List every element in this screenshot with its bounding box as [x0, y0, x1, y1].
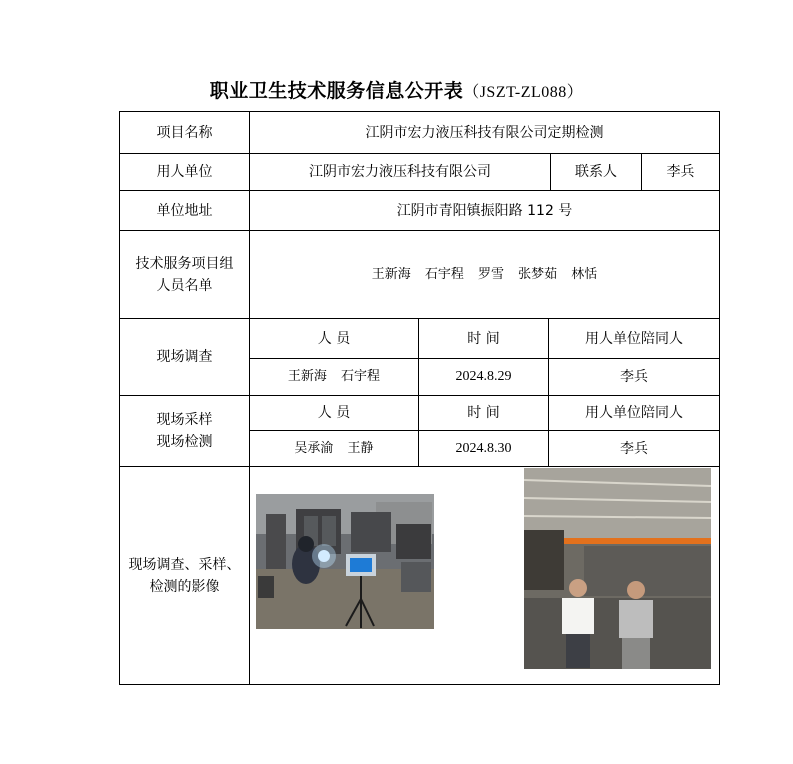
survey-companion: 李兵 — [620, 369, 648, 385]
sampling-companion: 李兵 — [620, 440, 648, 457]
employer-value: 江阴市宏力液压科技有限公司 — [309, 164, 491, 180]
sampling-col-companion: 用人单位陪同人 — [585, 405, 683, 421]
survey-time: 2024.8.29 — [455, 369, 512, 384]
address-label: 单位地址 — [156, 202, 213, 219]
survey-people: 王新海 石宇程 — [287, 369, 381, 384]
sampling-time: 2024.8.30 — [455, 440, 512, 456]
factory-personnel-image — [524, 468, 711, 669]
sampling-col-time: 时 间 — [467, 405, 500, 421]
address-value: 江阴市青阳镇振阳路 112 号 — [396, 202, 573, 219]
photo-site-personnel — [524, 468, 711, 669]
project-label: 项目名称 — [156, 124, 213, 141]
team-label — [120, 231, 249, 318]
sampling-people: 吴承渝 王静 — [294, 440, 374, 456]
images-label-line1: 现场调查、采样、 — [128, 556, 241, 573]
survey-col-companion: 用人单位陪同人 — [585, 330, 683, 347]
survey-col-time: 时 间 — [467, 330, 500, 347]
contact-value: 李兵 — [666, 164, 695, 180]
page-title — [0, 76, 793, 103]
title-text: 职业卫生技术服务信息公开表 — [209, 80, 464, 102]
document-code: （JSZT-ZL088） — [463, 84, 584, 101]
welding-scene-image — [256, 494, 434, 629]
sampling-label-line2: 现场检测 — [156, 434, 213, 450]
team-members: 王新海 石宇程 罗雪 张梦茹 林恬 — [371, 266, 598, 282]
project-value: 江阴市宏力液压科技有限公司定期检测 — [365, 124, 604, 141]
sampling-label-line1: 现场采样 — [156, 412, 213, 428]
photo-welding-sampling — [256, 494, 434, 629]
images-label — [120, 467, 249, 684]
sampling-label — [120, 396, 249, 466]
employer-label: 用人单位 — [156, 164, 213, 180]
sampling-col-people: 人 员 — [317, 405, 351, 421]
team-label-line2: 人员名单 — [156, 277, 213, 294]
info-table — [119, 111, 720, 685]
survey-label: 现场调查 — [156, 349, 213, 365]
images-label-line2: 检测的影像 — [149, 578, 220, 595]
contact-label: 联系人 — [575, 164, 617, 180]
survey-col-people: 人 员 — [317, 330, 351, 347]
team-label-line1: 技术服务项目组 — [135, 255, 234, 272]
